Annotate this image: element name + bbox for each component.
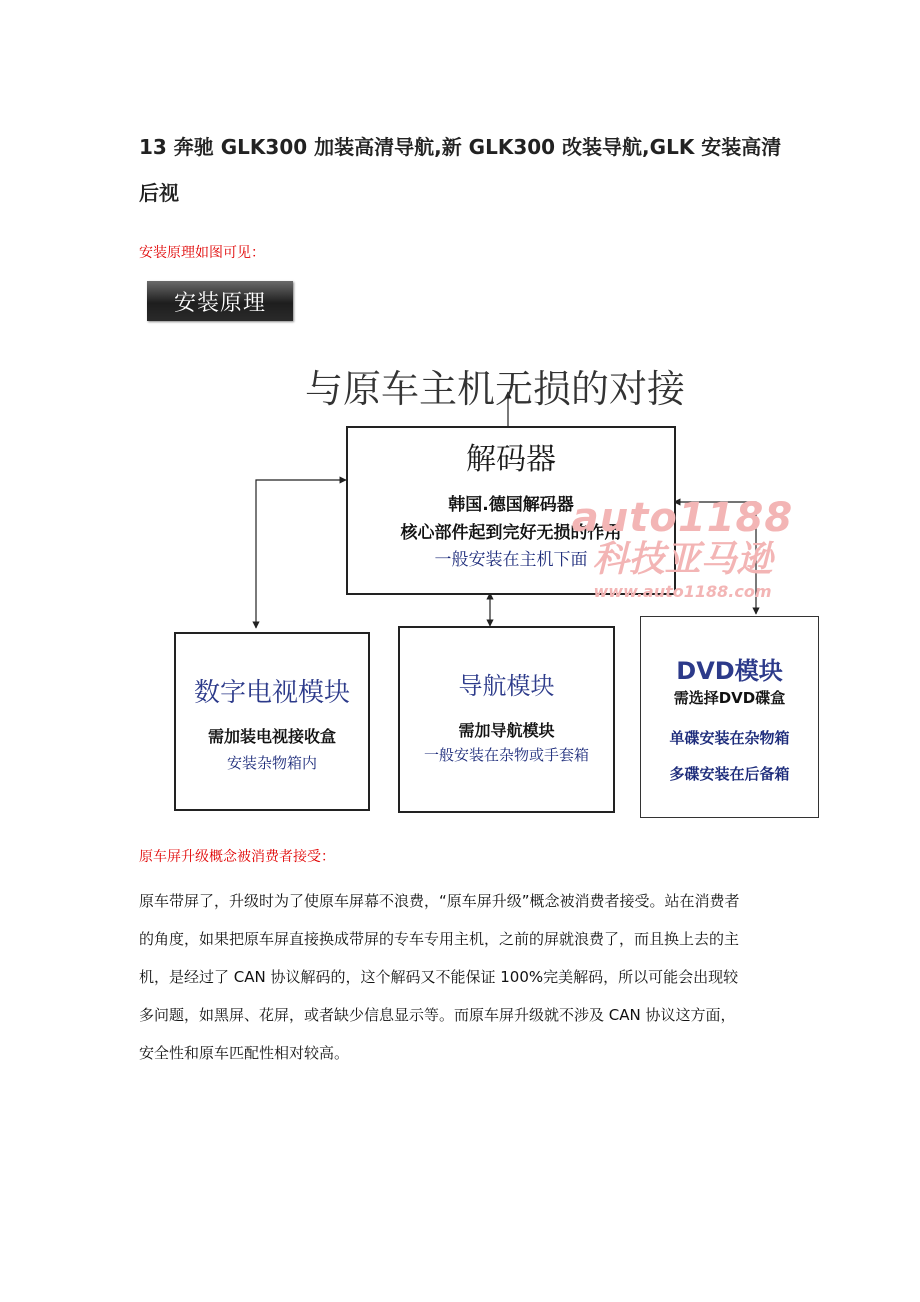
paragraph-line: 机，是经过了 CAN 协议解码的，这个解码又不能保证 100%完美解码，所以可能会出现较: [139, 968, 739, 986]
decoder-name: 解码器: [466, 442, 556, 477]
tv-module-line-2: 安装杂物箱内: [226, 754, 317, 772]
paragraph-line: 安全性和原车匹配性相对较高。: [139, 1044, 350, 1062]
decoder-line-1: 韩国.德国解码器: [448, 495, 574, 515]
arrow-decoder-to-tv: [256, 480, 346, 628]
paragraph-line: 的角度，如果把原车屏直接换成带屏的专车专用主机，之前的屏就浪费了，而且换上去的主: [139, 930, 740, 948]
dvd-module-box: [640, 616, 819, 818]
principle-badge: 安装原理: [147, 281, 293, 321]
paragraph-line: 原车带屏了，升级时为了使原车屏幕不浪费，“原车屏升级”概念被消费者接受。站在消费者: [139, 892, 740, 910]
diagram-title: 与原车主机无损的对接: [304, 367, 685, 411]
dvd-module-line-1: 需选择DVD碟盒: [673, 689, 786, 707]
arrow-decoder-to-dvd: [674, 502, 756, 614]
watermark-line-1: auto1188: [571, 495, 794, 541]
title-line-2: 后视: [139, 181, 179, 205]
dvd-module-line-3: 多碟安装在后备箱: [669, 765, 790, 783]
nav-module-line-1: 需加导航模块: [458, 721, 555, 740]
section-heading-principle: 安装原理如图可见：: [139, 245, 265, 261]
nav-module-name: 导航模块: [458, 672, 555, 700]
nav-module-line-2: 一般安装在杂物或手套箱: [423, 746, 589, 764]
section-heading-upgrade: 原车屏升级概念被消费者接受：: [139, 849, 335, 865]
paragraph-line: 多问题，如黑屏、花屏，或者缺少信息显示等。而原车屏升级就不涉及 CAN 协议这方面，: [139, 1006, 736, 1024]
decoder-line-2: 核心部件起到完好无损的作用: [400, 523, 622, 543]
nav-module-box: [398, 626, 615, 813]
watermark-line-3: www.auto1188.com: [593, 582, 772, 601]
document-title: [139, 124, 789, 216]
decoder-box: [346, 426, 676, 595]
title-line-1: 13 奔驰 GLK300 加装高清导航,新 GLK300 改装导航,GLK 安装高清: [139, 135, 782, 159]
tv-module-box: [174, 632, 370, 811]
tv-module-name: 数字电视模块: [193, 678, 350, 708]
dvd-module-line-2: 单碟安装在杂物箱: [669, 729, 790, 747]
tv-module-line-1: 需加装电视接收盒: [207, 727, 336, 746]
body-paragraph: [139, 882, 787, 1072]
watermark-line-2: 科技亚马逊: [592, 539, 773, 580]
decoder-line-3: 一般安装在主机下面: [434, 550, 588, 570]
dvd-module-name: DVD模块: [676, 657, 783, 685]
installation-diagram: [150, 350, 830, 825]
